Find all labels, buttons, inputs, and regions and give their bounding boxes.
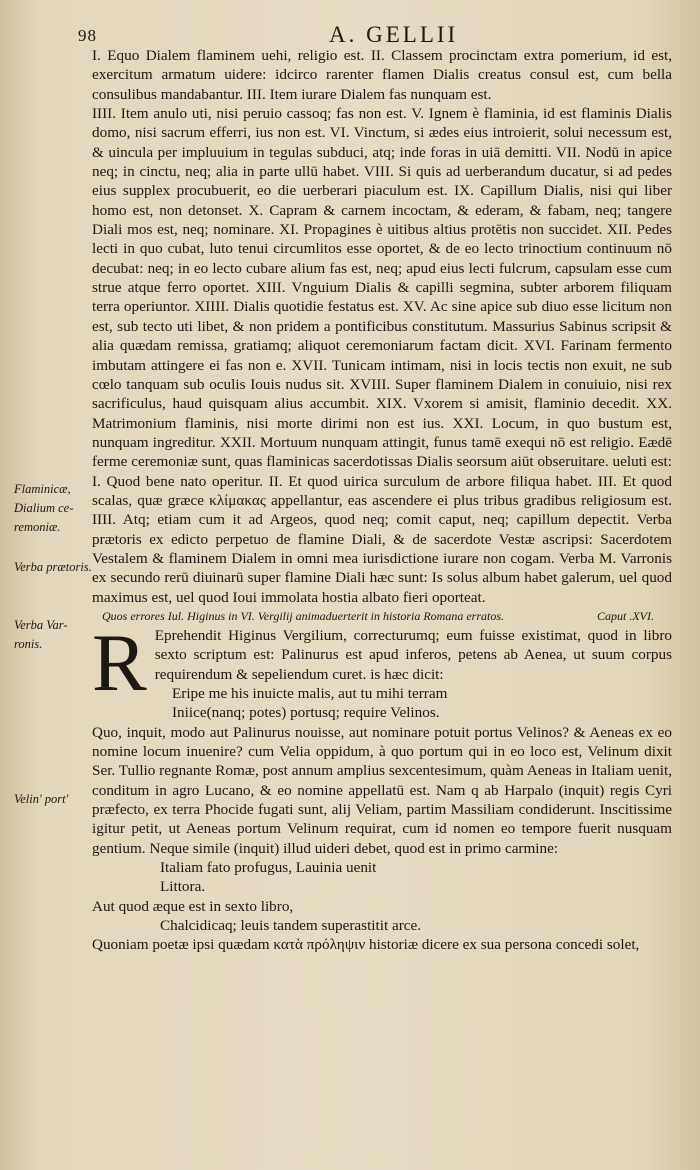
chapter-closing: Quoniam poetæ ipsi quædam κατὰ πρόληψιν historiæ dicere ex sua persona concedi solet, (92, 936, 640, 954)
chapter-heading (92, 607, 672, 626)
verse-line: Littora. (160, 878, 206, 896)
chapter-title: Quos errores Iul. Higinus in VI. Vergilij animaduerterit in historia Romana erratos. (102, 608, 504, 623)
verse-line: Chalcidicaq; leuis tandem superastitit arce. (160, 917, 422, 935)
margin-note-verba-praetoris: Verba prætoris. (14, 560, 92, 574)
verse-line: Iniice(nanq; potes) portusq; require Velinos. (172, 704, 440, 722)
margin-note-velini-portus: Velin' port' (14, 792, 69, 806)
drop-cap: R (92, 616, 147, 708)
chapter-number: Caput .XVI. (597, 608, 654, 623)
margin-note-verba-varronis: Verba Var- ronis. (14, 618, 68, 651)
margin-note-flaminicae: Flaminicæ, Dialium ce- remoniæ. (14, 482, 74, 534)
body-text (92, 46, 672, 955)
chapter-opening: Eprehendit Higinus Vergilium, correcturumq; eum fuisse existimat, quod in libro sexto scriptum est: Palinurus est apud inferos, petens ab Aenea, ut suum corpus requirendum & sepeliendum curet. is hæc dicit: (154, 626, 672, 683)
page-number: 98 (78, 26, 97, 45)
paragraph-1: I. Equo Dialem flaminem uehi, religio est. II. Classem procinctam extra pomerium, id est, exercitum armatum uidere: idcirco rarenter flamen Dialis creatus consul est, cum bella consulibus mandabantur. III. Item iurare Dialem fas nunquam est. (92, 47, 672, 103)
paragraph-2: IIII. Item anulo uti, nisi peruio cassoq; fas non est. V. Ignem è flaminia, id est flaminis Dialis domo, nisi sacrum efferri, ius non est. VI. Vinctum, si ædes eius introierit, solui necessum est, & uincula per impluuium in tegulas subduci, atq; inde foras in uiā demitti. VII. Nodū in apice neq; in cinctu, neq; alia in parte ullū habet. VIII. Si quis ad uerberandum ducatur, si ad pedes eius supplex procubuerit, eo die uerberari piaculum est. IX. Capillum Dialis, nisi qui liber homo est, non detonset. X. Capram & carnem incoctam, & ederam, & fabam, neq; tangere Diali mos est, neq; nominare. XI. Propagines è uitibus altius protētis non succidet. XII. Pedes lecti in quo cubat, luto tenui circumlitos esse oportet, & de eo lecto trinoctium continuum nō decubat: neq; in eo lecto cubare alium fas est, neq; apud eius lecti fulcrum, capsulam esse cum strue atque ferro oportet. XIII. Vnguium Dialis & capilli segmina, subter arborem filiquam terra operiuntor. XIIII. Dialis quotidie festatus est. XV. Ac sine apice sub diuo esse licitum non est, sub tecto uti libet, & non pridem a pontificibus constitutum. Massurius Sabinus scripsit & alia quædam remissa, gratiamq; aliquot ceremoniarum factam dicit. XVI. Farinam fermento imbutam attingere ei fas non e. XVII. Tunicam intimam, nisi in locis tectis non exuit, ne sub cœlo tanquam sub oculis Iouis nudus sit. XVIII. Super flaminem Dialem in conuiuio, nisi rex sacrificulus, haud quisquam alius accumbit. XIX. Vxorem si amisit, flaminio decedit. XX. Matrimonium flaminis, nisi morte dirimi non est ius. XXI. Locum, in quo bustum est, nunquam ingreditur. XXII. Mortuum nunquam attingit, funus tamē exequi nō est religio. Eædē ferme ceremoniæ sunt, quas flaminicas sacerdotissas Dialis seorsum aiūt obseruitare. ueluti est: I. Quod bene nato operitur. II. Et quod uirica surculum de arbore filiqua habet. III. Et quod scalas, quæ græce κλίμακας appellantur, eas ascendere ei plus tribus gradibus religiosum est. IIII. Atq; etiam cum it ad Argeos, quod neq; comit caput, neq; capillum depectit. Verba prætoris ex edicto perpetuo de flamine Diali, & de sacerdote Vestæ ascripsi: Sacerdotem Vestalem & flaminem Dialem in omni mea iurisdictione iurare non cogam. Verba M. Varronis ex secundo rerū diuinarū super flamine Diali hæc sunt: Is solus album habet galerum, uel quod maximus est, uel quod Ioui immolata hostia albato fieri oporteat. (92, 105, 672, 606)
chapter-body (92, 616, 672, 955)
verse-line: Eripe me his inuicte malis, aut tu mihi terram (172, 685, 448, 702)
chapter-transition: Aut quod æque est in sexto libro, (92, 897, 294, 915)
running-head: A. GELLII (329, 22, 459, 47)
chapter-middle: Quo, inquit, modo aut Palinurus nouisse, aut nominare potuit portus Velinos? & Aeneas ex eo nomine locum inuenire? cum Velia oppidum, à quo portum qui in eo loco est, Velinum dixit Ser. Tullio regnante Romæ, post annum amplius sexcentesimum, quàm Aeneas in Italiam uenit, conditum in agro Lucano, & eo nomine appellatū est. Nam q ab Harpalo (inquit) regis Cyri præfecto, ex terra Phocide fugati sunt, alij Veliam, partim Massiliam condiderunt. Inscitissime igitur petit, ut Aeneas portum Velinum requirat, cum id nomen eo tempore fuerit nusquam gentium. Neque simile (inquit) illud uideri debet, quod est in primo carmine: (92, 723, 672, 857)
verse-line: Italiam fato profugus, Lauinia uenit (160, 859, 377, 877)
